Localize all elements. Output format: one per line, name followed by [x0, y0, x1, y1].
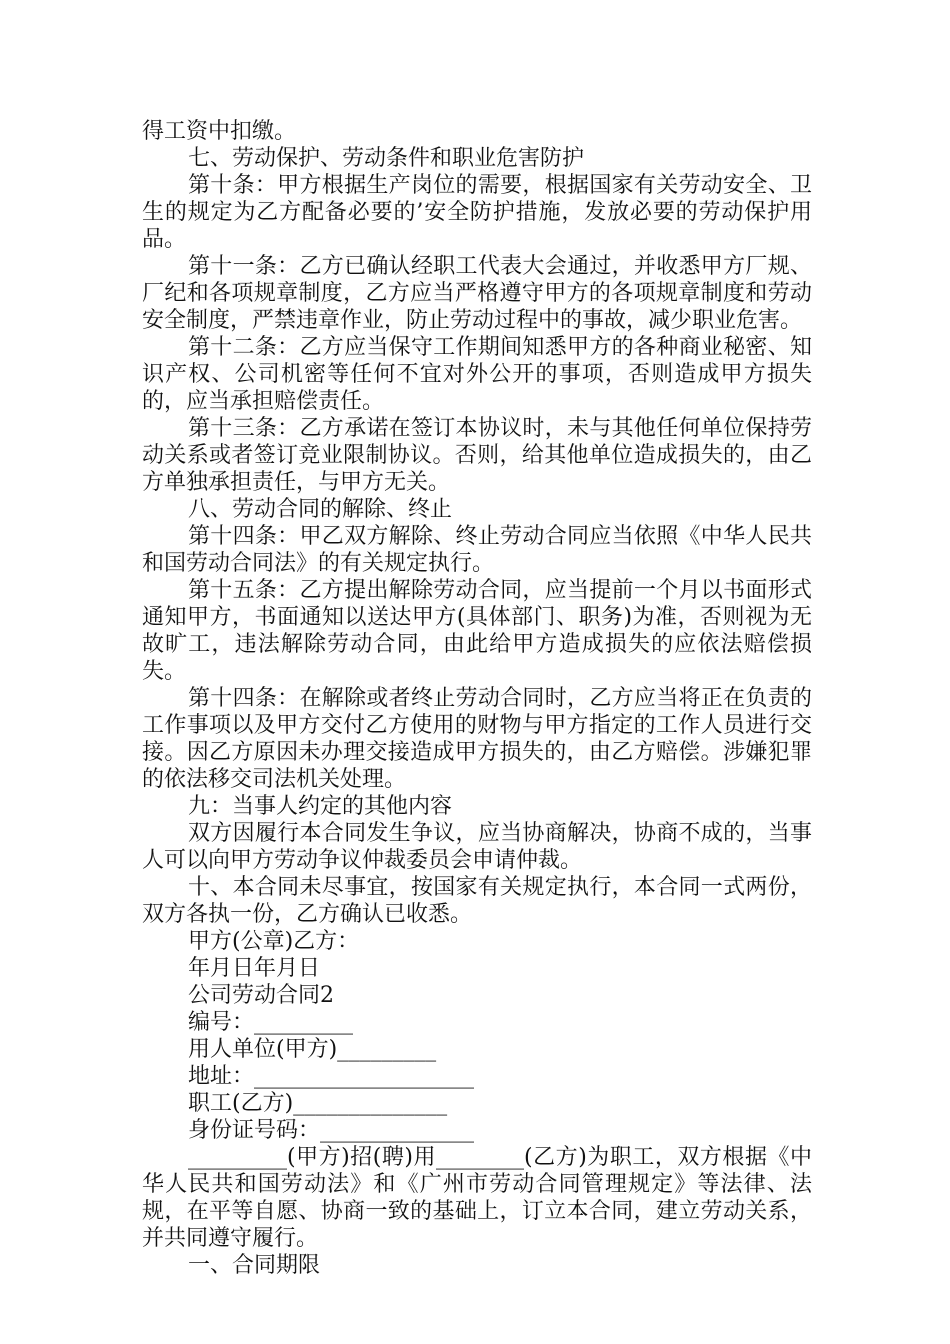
- field-address: 地址：____________________: [188, 1064, 475, 1089]
- article-10: 第十条：甲方根据生产岗位的需要，根据国家有关劳动安全、卫生的规定为乙方配备必要的’安全防护措施，发放必要的劳动保护用品。: [142, 173, 812, 252]
- field-employee: 职工(乙方)______________: [188, 1091, 448, 1116]
- article-12: 第十二条：乙方应当保守工作期间知悉甲方的各种商业秘密、知识产权、公司机密等任何不宜对外公开的事项，否则造成甲方损失的，应当承担赔偿责任。: [142, 335, 812, 414]
- section-heading-other-terms: 九：当事人约定的其他内容: [188, 794, 453, 819]
- field-number: 编号：_________: [188, 1010, 354, 1035]
- date-line: 年月日年月日: [188, 956, 321, 981]
- paragraph-continuation: 得工资中扣缴。: [142, 119, 297, 144]
- signature-line: 甲方(公章)乙方：: [188, 929, 360, 954]
- section-heading-term: 一、合同期限: [188, 1253, 321, 1278]
- field-id-number: 身份证号码：______________: [188, 1118, 475, 1143]
- section-ten-misc: 十、本合同未尽事宜，按国家有关规定执行，本合同一式两份，双方各执一份，乙方确认已收悉。: [142, 875, 812, 927]
- article-13: 第十三条：乙方承诺在签订本协议时，未与其他任何单位保持劳动关系或者签订竞业限制协议。否则，给其他单位造成损失的，由乙方单独承担责任，与甲方无关。: [142, 416, 812, 495]
- article-14-handover: 第十四条：在解除或者终止劳动合同时，乙方应当将正在负责的工作事项以及甲方交付乙方使用的财物与甲方指定的工作人员进行交接。因乙方原因未办理交接造成甲方损失的，由乙方赔偿。涉嫌犯罪的依法移交司法机关处理。: [142, 686, 812, 792]
- section-heading-termination: 八、劳动合同的解除、终止: [188, 497, 453, 522]
- document-body: [142, 118, 812, 1279]
- contract-preamble: _________(甲方)招(聘)用________(乙方)为职工，双方根据《中华人民共和国劳动法》和《广州市劳动合同管理规定》等法律、法规，在平等自愿、协商一致的基础上，订立本合同，建立劳动关系，并共同遵守履行。: [142, 1145, 812, 1251]
- article-11: 第十一条：乙方已确认经职工代表大会通过，并收悉甲方厂规、厂纪和各项规章制度，乙方应当严格遵守甲方的各项规章制度和劳动安全制度，严禁违章作业，防止劳动过程中的事故，减少职业危害。: [142, 254, 812, 333]
- field-employer: 用人单位(甲方)_________: [188, 1037, 437, 1062]
- dispute-resolution: 双方因履行本合同发生争议，应当协商解决，协商不成的，当事人可以向甲方劳动争议仲裁委员会申请仲裁。: [142, 821, 812, 873]
- article-15: 第十五条：乙方提出解除劳动合同，应当提前一个月以书面形式通知甲方，书面通知以送达甲方(具体部门、职务)为准，否则视为无故旷工，违法解除劳动合同，由此给甲方造成损失的应依法赔偿损失。: [142, 578, 812, 684]
- section-heading-labor-protection: 七、劳动保护、劳动条件和职业危害防护: [188, 146, 585, 171]
- contract-title-2: 公司劳动合同2: [188, 983, 334, 1008]
- article-14: 第十四条：甲乙双方解除、终止劳动合同应当依照《中华人民共和国劳动合同法》的有关规定执行。: [142, 524, 812, 576]
